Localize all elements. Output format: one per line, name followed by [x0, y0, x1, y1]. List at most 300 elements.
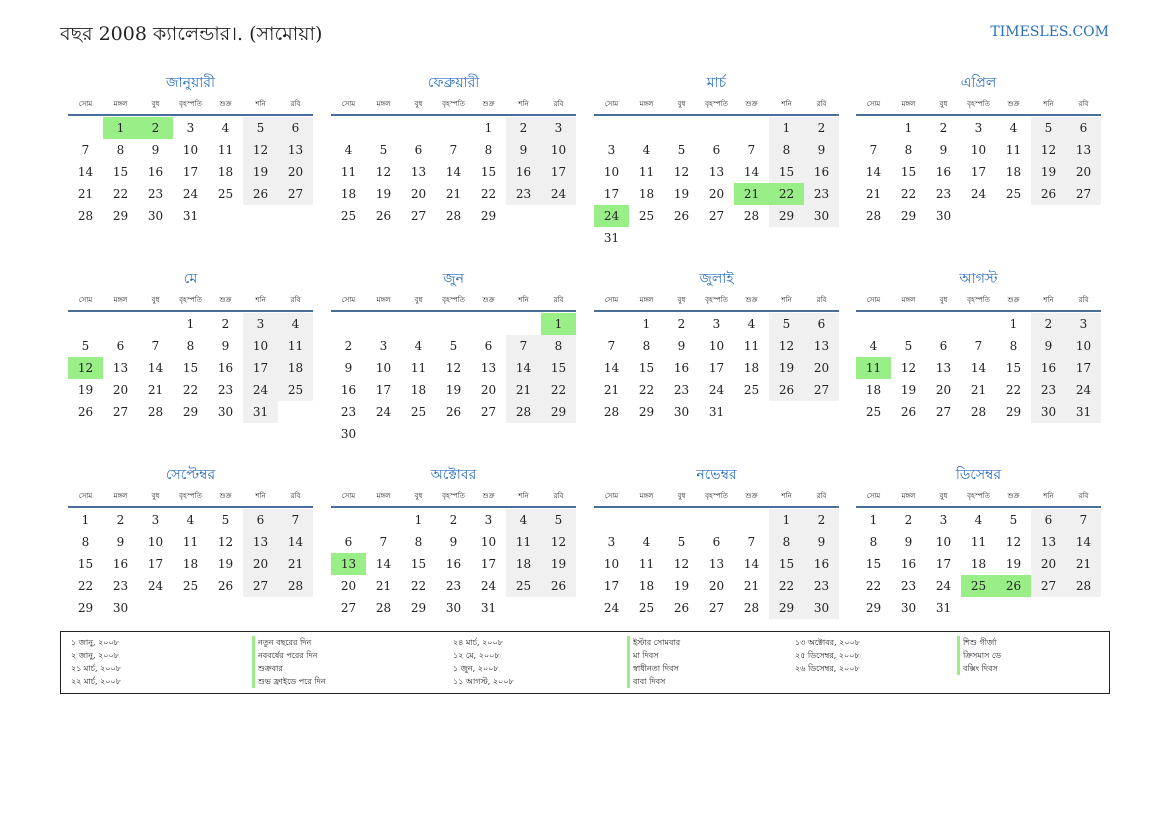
day-cell[interactable]: 15 — [112, 165, 129, 179]
day-cell[interactable]: 2 — [449, 513, 458, 527]
day-cell[interactable]: 29 — [480, 209, 497, 223]
day-cell[interactable]: 15 — [769, 553, 804, 575]
day-cell[interactable]: 28 — [970, 405, 987, 419]
day-cell[interactable]: 15 — [900, 165, 917, 179]
day-cell[interactable]: 20 — [480, 383, 497, 397]
day-cell[interactable]: 26 — [541, 575, 576, 597]
day-cell[interactable]: 9 — [116, 535, 125, 549]
day-cell[interactable]: 23 — [445, 579, 462, 593]
day-cell[interactable]: 19 — [673, 579, 690, 593]
day-cell[interactable]: 18 — [1005, 165, 1022, 179]
day-cell[interactable]: 22 — [769, 575, 804, 597]
day-cell[interactable]: 22 — [769, 183, 804, 205]
day-cell[interactable]: 21 — [147, 383, 164, 397]
day-cell[interactable]: 28 — [1066, 575, 1101, 597]
day-cell[interactable]: 2 — [677, 317, 686, 331]
day-cell[interactable]: 18 — [743, 361, 760, 375]
day-cell[interactable]: 29 — [769, 597, 804, 619]
day-cell[interactable]: 17 — [708, 361, 725, 375]
day-cell[interactable]: 11 — [278, 335, 313, 357]
day-cell[interactable]: 11 — [1005, 143, 1022, 157]
day-cell[interactable]: 10 — [603, 557, 620, 571]
day-cell[interactable]: 11 — [182, 535, 199, 549]
day-cell[interactable]: 29 — [638, 405, 655, 419]
day-cell[interactable]: 18 — [506, 553, 541, 575]
day-cell[interactable]: 20 — [112, 383, 129, 397]
day-cell[interactable]: 24 — [541, 183, 576, 205]
day-cell[interactable]: 20 — [935, 383, 952, 397]
day-cell[interactable]: 3 — [607, 143, 616, 157]
day-cell[interactable]: 10 — [243, 335, 278, 357]
day-cell[interactable]: 14 — [743, 165, 760, 179]
day-cell[interactable]: 17 — [243, 357, 278, 379]
day-cell[interactable]: 6 — [1031, 509, 1066, 531]
day-cell[interactable]: 14 — [970, 361, 987, 375]
day-cell[interactable]: 19 — [217, 557, 234, 571]
day-cell[interactable]: 4 — [344, 143, 353, 157]
day-cell[interactable]: 14 — [603, 361, 620, 375]
day-cell[interactable]: 26 — [996, 575, 1031, 597]
day-cell[interactable]: 15 — [769, 161, 804, 183]
day-cell[interactable]: 23 — [900, 579, 917, 593]
day-cell[interactable]: 15 — [480, 165, 497, 179]
day-cell[interactable]: 17 — [541, 161, 576, 183]
day-cell[interactable]: 17 — [1066, 357, 1101, 379]
day-cell[interactable]: 28 — [77, 209, 94, 223]
day-cell[interactable]: 8 — [414, 535, 423, 549]
day-cell[interactable]: 10 — [147, 535, 164, 549]
day-cell[interactable]: 1 — [81, 513, 90, 527]
day-cell[interactable]: 22 — [182, 383, 199, 397]
day-cell[interactable]: 1 — [869, 513, 878, 527]
day-cell[interactable]: 17 — [182, 165, 199, 179]
day-cell[interactable]: 3 — [541, 117, 576, 139]
day-cell[interactable]: 30 — [217, 405, 234, 419]
day-cell[interactable]: 20 — [340, 579, 357, 593]
day-cell[interactable]: 18 — [340, 187, 357, 201]
day-cell[interactable]: 20 — [708, 187, 725, 201]
day-cell[interactable]: 28 — [506, 401, 541, 423]
day-cell[interactable]: 24 — [375, 405, 392, 419]
day-cell[interactable]: 12 — [673, 557, 690, 571]
day-cell[interactable]: 14 — [375, 557, 392, 571]
day-cell[interactable]: 22 — [410, 579, 427, 593]
day-cell[interactable]: 22 — [865, 579, 882, 593]
day-cell[interactable]: 1 — [541, 313, 576, 335]
day-cell[interactable]: 13 — [331, 553, 366, 575]
day-cell[interactable]: 29 — [410, 601, 427, 615]
day-cell[interactable]: 12 — [541, 531, 576, 553]
day-cell[interactable]: 11 — [638, 557, 655, 571]
day-cell[interactable]: 26 — [445, 405, 462, 419]
day-cell[interactable]: 5 — [1031, 117, 1066, 139]
day-cell[interactable]: 26 — [1031, 183, 1066, 205]
day-cell[interactable]: 4 — [221, 121, 230, 135]
day-cell[interactable]: 16 — [217, 361, 234, 375]
day-cell[interactable]: 24 — [594, 205, 629, 227]
day-cell[interactable]: 25 — [638, 601, 655, 615]
day-cell[interactable]: 6 — [939, 339, 948, 353]
day-cell[interactable]: 20 — [708, 579, 725, 593]
day-cell[interactable]: 3 — [712, 317, 721, 331]
day-cell[interactable]: 29 — [541, 401, 576, 423]
day-cell[interactable]: 22 — [1005, 383, 1022, 397]
day-cell[interactable]: 6 — [344, 535, 353, 549]
day-cell[interactable]: 26 — [673, 209, 690, 223]
day-cell[interactable]: 24 — [708, 383, 725, 397]
day-cell[interactable]: 8 — [904, 143, 913, 157]
day-cell[interactable]: 22 — [900, 187, 917, 201]
day-cell[interactable]: 8 — [1009, 339, 1018, 353]
day-cell[interactable]: 29 — [182, 405, 199, 419]
day-cell[interactable]: 24 — [935, 579, 952, 593]
day-cell[interactable]: 12 — [1005, 535, 1022, 549]
day-cell[interactable]: 8 — [642, 339, 651, 353]
day-cell[interactable]: 25 — [743, 383, 760, 397]
day-cell[interactable]: 1 — [769, 509, 804, 531]
day-cell[interactable]: 5 — [1009, 513, 1018, 527]
day-cell[interactable]: 13 — [112, 361, 129, 375]
day-cell[interactable]: 23 — [935, 187, 952, 201]
day-cell[interactable]: 4 — [186, 513, 195, 527]
day-cell[interactable]: 10 — [603, 165, 620, 179]
day-cell[interactable]: 9 — [1031, 335, 1066, 357]
day-cell[interactable]: 23 — [147, 187, 164, 201]
day-cell[interactable]: 11 — [506, 531, 541, 553]
day-cell[interactable]: 31 — [708, 405, 725, 419]
day-cell[interactable]: 9 — [151, 143, 160, 157]
day-cell[interactable]: 25 — [278, 379, 313, 401]
day-cell[interactable]: 12 — [375, 165, 392, 179]
day-cell[interactable]: 9 — [221, 339, 230, 353]
day-cell[interactable]: 7 — [747, 143, 756, 157]
day-cell[interactable]: 18 — [638, 579, 655, 593]
day-cell[interactable]: 16 — [804, 553, 839, 575]
day-cell[interactable]: 12 — [673, 165, 690, 179]
day-cell[interactable]: 2 — [804, 509, 839, 531]
day-cell[interactable]: 25 — [340, 209, 357, 223]
day-cell[interactable]: 8 — [769, 531, 804, 553]
day-cell[interactable]: 12 — [769, 335, 804, 357]
day-cell[interactable]: 20 — [278, 161, 313, 183]
day-cell[interactable]: 27 — [1031, 575, 1066, 597]
day-cell[interactable]: 29 — [769, 205, 804, 227]
day-cell[interactable]: 6 — [484, 339, 493, 353]
day-cell[interactable]: 28 — [865, 209, 882, 223]
day-cell[interactable]: 28 — [445, 209, 462, 223]
day-cell[interactable]: 3 — [379, 339, 388, 353]
day-cell[interactable]: 13 — [708, 165, 725, 179]
day-cell[interactable]: 5 — [81, 339, 90, 353]
day-cell[interactable]: 7 — [151, 339, 160, 353]
day-cell[interactable]: 4 — [869, 339, 878, 353]
day-cell[interactable]: 5 — [221, 513, 230, 527]
day-cell[interactable]: 23 — [673, 383, 690, 397]
day-cell[interactable]: 9 — [939, 143, 948, 157]
day-cell[interactable]: 23 — [217, 383, 234, 397]
day-cell[interactable]: 17 — [147, 557, 164, 571]
day-cell[interactable]: 10 — [182, 143, 199, 157]
day-cell[interactable]: 8 — [869, 535, 878, 549]
day-cell[interactable]: 25 — [865, 405, 882, 419]
day-cell[interactable]: 27 — [243, 575, 278, 597]
day-cell[interactable]: 14 — [445, 165, 462, 179]
day-cell[interactable]: 16 — [506, 161, 541, 183]
day-cell[interactable]: 2 — [939, 121, 948, 135]
day-cell[interactable]: 12 — [68, 357, 103, 379]
day-cell[interactable]: 18 — [865, 383, 882, 397]
day-cell[interactable]: 26 — [769, 379, 804, 401]
day-cell[interactable]: 13 — [935, 361, 952, 375]
day-cell[interactable]: 17 — [603, 187, 620, 201]
day-cell[interactable]: 19 — [445, 383, 462, 397]
day-cell[interactable]: 27 — [112, 405, 129, 419]
day-cell[interactable]: 27 — [708, 209, 725, 223]
day-cell[interactable]: 14 — [1066, 531, 1101, 553]
day-cell[interactable]: 19 — [1031, 161, 1066, 183]
day-cell[interactable]: 7 — [81, 143, 90, 157]
day-cell[interactable]: 6 — [804, 313, 839, 335]
day-cell[interactable]: 25 — [506, 575, 541, 597]
day-cell[interactable]: 31 — [1066, 401, 1101, 423]
day-cell[interactable]: 21 — [970, 383, 987, 397]
day-cell[interactable]: 30 — [804, 597, 839, 619]
day-cell[interactable]: 15 — [182, 361, 199, 375]
day-cell[interactable]: 25 — [638, 209, 655, 223]
day-cell[interactable]: 5 — [677, 143, 686, 157]
day-cell[interactable]: 7 — [747, 535, 756, 549]
day-cell[interactable]: 17 — [970, 165, 987, 179]
day-cell[interactable]: 16 — [147, 165, 164, 179]
day-cell[interactable]: 5 — [243, 117, 278, 139]
day-cell[interactable]: 24 — [182, 187, 199, 201]
day-cell[interactable]: 27 — [278, 183, 313, 205]
day-cell[interactable]: 31 — [480, 601, 497, 615]
day-cell[interactable]: 7 — [449, 143, 458, 157]
day-cell[interactable]: 6 — [712, 143, 721, 157]
day-cell[interactable]: 18 — [278, 357, 313, 379]
day-cell[interactable]: 16 — [935, 165, 952, 179]
day-cell[interactable]: 9 — [904, 535, 913, 549]
day-cell[interactable]: 16 — [900, 557, 917, 571]
day-cell[interactable]: 4 — [642, 535, 651, 549]
day-cell[interactable]: 12 — [1031, 139, 1066, 161]
day-cell[interactable]: 9 — [804, 139, 839, 161]
day-cell[interactable]: 2 — [138, 117, 173, 139]
day-cell[interactable]: 4 — [1009, 121, 1018, 135]
day-cell[interactable]: 9 — [506, 139, 541, 161]
day-cell[interactable]: 20 — [1066, 161, 1101, 183]
day-cell[interactable]: 6 — [1066, 117, 1101, 139]
day-cell[interactable]: 19 — [541, 553, 576, 575]
day-cell[interactable]: 6 — [243, 509, 278, 531]
day-cell[interactable]: 27 — [935, 405, 952, 419]
day-cell[interactable]: 8 — [769, 139, 804, 161]
day-cell[interactable]: 21 — [278, 553, 313, 575]
day-cell[interactable]: 6 — [278, 117, 313, 139]
day-cell[interactable]: 30 — [445, 601, 462, 615]
day-cell[interactable]: 28 — [743, 209, 760, 223]
day-cell[interactable]: 6 — [116, 339, 125, 353]
day-cell[interactable]: 26 — [243, 183, 278, 205]
day-cell[interactable]: 11 — [970, 535, 987, 549]
day-cell[interactable]: 13 — [410, 165, 427, 179]
day-cell[interactable]: 21 — [506, 379, 541, 401]
day-cell[interactable]: 15 — [865, 557, 882, 571]
day-cell[interactable]: 19 — [673, 187, 690, 201]
day-cell[interactable]: 11 — [638, 165, 655, 179]
day-cell[interactable]: 11 — [743, 339, 760, 353]
day-cell[interactable]: 25 — [217, 187, 234, 201]
day-cell[interactable]: 30 — [340, 427, 357, 441]
day-cell[interactable]: 29 — [1005, 405, 1022, 419]
day-cell[interactable]: 16 — [673, 361, 690, 375]
day-cell[interactable]: 24 — [603, 601, 620, 615]
day-cell[interactable]: 30 — [900, 601, 917, 615]
day-cell[interactable]: 2 — [804, 117, 839, 139]
day-cell[interactable]: 2 — [904, 513, 913, 527]
day-cell[interactable]: 4 — [414, 339, 423, 353]
day-cell[interactable]: 1 — [414, 513, 423, 527]
day-cell[interactable]: 9 — [344, 361, 353, 375]
day-cell[interactable]: 5 — [769, 313, 804, 335]
day-cell[interactable]: 1 — [186, 317, 195, 331]
day-cell[interactable]: 13 — [708, 557, 725, 571]
day-cell[interactable]: 13 — [278, 139, 313, 161]
day-cell[interactable]: 23 — [112, 579, 129, 593]
day-cell[interactable]: 22 — [480, 187, 497, 201]
day-cell[interactable]: 6 — [414, 143, 423, 157]
day-cell[interactable]: 12 — [445, 361, 462, 375]
day-cell[interactable]: 28 — [743, 601, 760, 615]
day-cell[interactable]: 9 — [449, 535, 458, 549]
day-cell[interactable]: 3 — [151, 513, 160, 527]
day-cell[interactable]: 15 — [1005, 361, 1022, 375]
day-cell[interactable]: 27 — [804, 379, 839, 401]
day-cell[interactable]: 19 — [769, 357, 804, 379]
day-cell[interactable]: 13 — [480, 361, 497, 375]
day-cell[interactable]: 15 — [541, 357, 576, 379]
day-cell[interactable]: 20 — [410, 187, 427, 201]
day-cell[interactable]: 14 — [147, 361, 164, 375]
day-cell[interactable]: 26 — [673, 601, 690, 615]
day-cell[interactable]: 12 — [243, 139, 278, 161]
day-cell[interactable]: 29 — [865, 601, 882, 615]
day-cell[interactable]: 3 — [1066, 313, 1101, 335]
day-cell[interactable]: 25 — [1005, 187, 1022, 201]
day-cell[interactable]: 8 — [81, 535, 90, 549]
day-cell[interactable]: 1 — [484, 121, 493, 135]
day-cell[interactable]: 22 — [541, 379, 576, 401]
day-cell[interactable]: 10 — [541, 139, 576, 161]
day-cell[interactable]: 4 — [747, 317, 756, 331]
day-cell[interactable]: 5 — [904, 339, 913, 353]
day-cell[interactable]: 29 — [77, 601, 94, 615]
day-cell[interactable]: 28 — [603, 405, 620, 419]
day-cell[interactable]: 19 — [1005, 557, 1022, 571]
day-cell[interactable]: 9 — [804, 531, 839, 553]
day-cell[interactable]: 8 — [116, 143, 125, 157]
day-cell[interactable]: 21 — [1066, 553, 1101, 575]
day-cell[interactable]: 11 — [410, 361, 427, 375]
day-cell[interactable]: 14 — [865, 165, 882, 179]
day-cell[interactable]: 18 — [970, 557, 987, 571]
day-cell[interactable]: 21 — [375, 579, 392, 593]
day-cell[interactable]: 28 — [278, 575, 313, 597]
day-cell[interactable]: 17 — [603, 579, 620, 593]
day-cell[interactable]: 30 — [112, 601, 129, 615]
day-cell[interactable]: 15 — [410, 557, 427, 571]
day-cell[interactable]: 27 — [480, 405, 497, 419]
day-cell[interactable]: 3 — [974, 121, 983, 135]
day-cell[interactable]: 31 — [935, 601, 952, 615]
day-cell[interactable]: 5 — [379, 143, 388, 157]
day-cell[interactable]: 3 — [939, 513, 948, 527]
day-cell[interactable]: 19 — [243, 161, 278, 183]
day-cell[interactable]: 1 — [103, 117, 138, 139]
day-cell[interactable]: 20 — [804, 357, 839, 379]
day-cell[interactable]: 18 — [217, 165, 234, 179]
day-cell[interactable]: 2 — [116, 513, 125, 527]
day-cell[interactable]: 25 — [182, 579, 199, 593]
day-cell[interactable]: 21 — [865, 187, 882, 201]
day-cell[interactable]: 18 — [182, 557, 199, 571]
day-cell[interactable]: 10 — [480, 535, 497, 549]
day-cell[interactable]: 30 — [804, 205, 839, 227]
day-cell[interactable]: 13 — [243, 531, 278, 553]
day-cell[interactable]: 10 — [970, 143, 987, 157]
day-cell[interactable]: 14 — [278, 531, 313, 553]
day-cell[interactable]: 11 — [340, 165, 357, 179]
day-cell[interactable]: 11 — [217, 143, 234, 157]
day-cell[interactable]: 4 — [974, 513, 983, 527]
day-cell[interactable]: 9 — [677, 339, 686, 353]
day-cell[interactable]: 24 — [243, 379, 278, 401]
day-cell[interactable]: 17 — [480, 557, 497, 571]
day-cell[interactable]: 28 — [375, 601, 392, 615]
day-cell[interactable]: 14 — [743, 557, 760, 571]
day-cell[interactable]: 8 — [541, 335, 576, 357]
day-cell[interactable]: 23 — [804, 575, 839, 597]
day-cell[interactable]: 31 — [243, 401, 278, 423]
day-cell[interactable]: 7 — [506, 335, 541, 357]
day-cell[interactable]: 23 — [1031, 379, 1066, 401]
day-cell[interactable]: 3 — [607, 535, 616, 549]
day-cell[interactable]: 13 — [804, 335, 839, 357]
day-cell[interactable]: 1 — [904, 121, 913, 135]
day-cell[interactable]: 12 — [900, 361, 917, 375]
day-cell[interactable]: 20 — [243, 553, 278, 575]
day-cell[interactable]: 14 — [506, 357, 541, 379]
day-cell[interactable]: 18 — [638, 187, 655, 201]
day-cell[interactable]: 30 — [673, 405, 690, 419]
day-cell[interactable]: 3 — [484, 513, 493, 527]
day-cell[interactable]: 2 — [344, 339, 353, 353]
day-cell[interactable]: 4 — [278, 313, 313, 335]
day-cell[interactable]: 10 — [1066, 335, 1101, 357]
day-cell[interactable]: 19 — [77, 383, 94, 397]
day-cell[interactable]: 5 — [449, 339, 458, 353]
day-cell[interactable]: 7 — [379, 535, 388, 549]
day-cell[interactable]: 25 — [961, 575, 996, 597]
day-cell[interactable]: 23 — [340, 405, 357, 419]
day-cell[interactable]: 11 — [856, 357, 891, 379]
day-cell[interactable]: 30 — [1031, 401, 1066, 423]
day-cell[interactable]: 12 — [217, 535, 234, 549]
day-cell[interactable]: 3 — [243, 313, 278, 335]
day-cell[interactable]: 22 — [112, 187, 129, 201]
day-cell[interactable]: 15 — [77, 557, 94, 571]
